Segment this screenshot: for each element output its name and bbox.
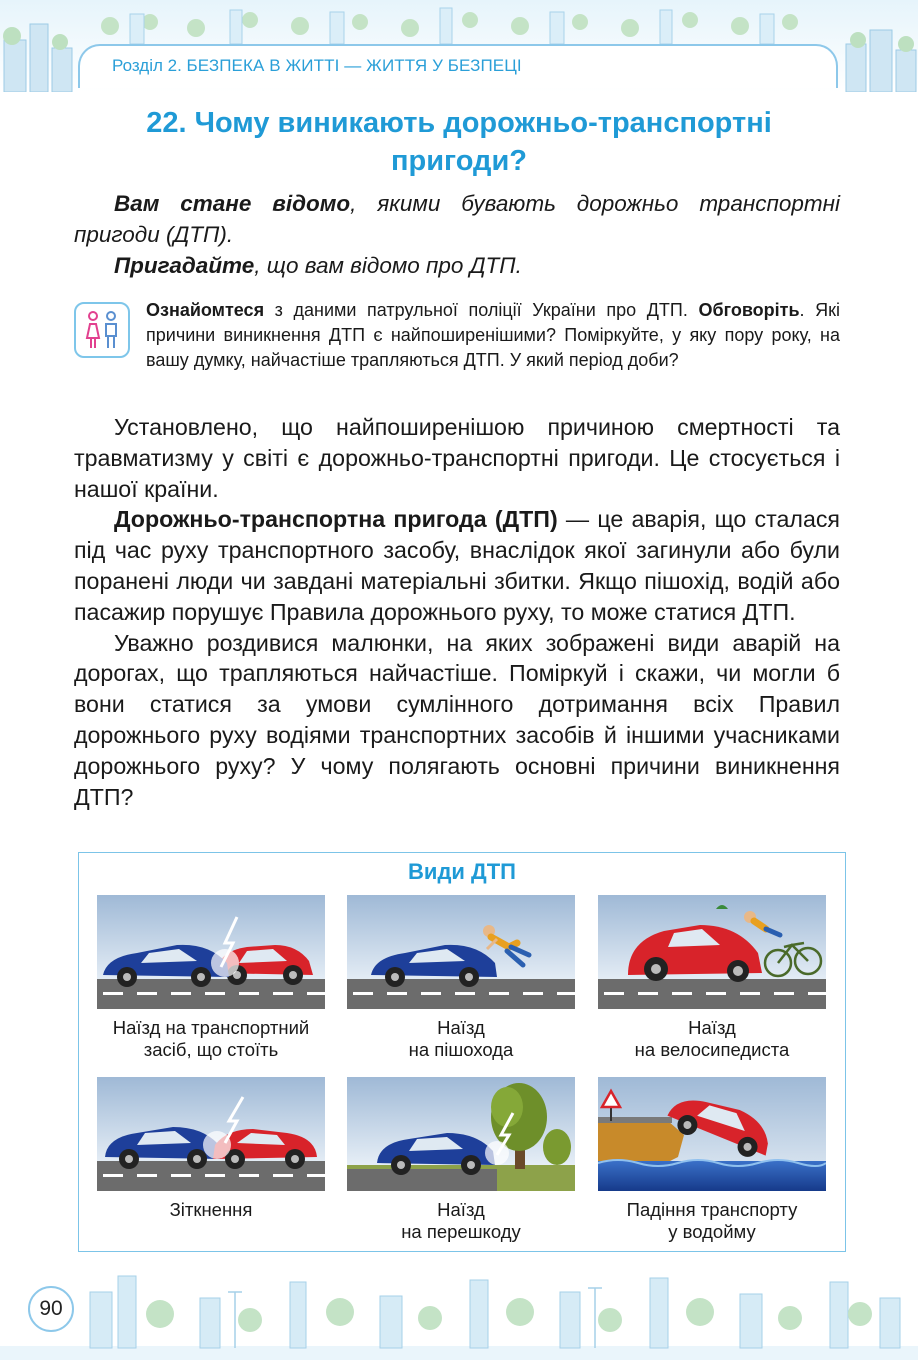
task-text-1: з даними патрульної поліції України про ДТП. (264, 300, 699, 320)
caption-line: Наїзд (437, 1017, 485, 1038)
caption-line: засіб, що стоїть (143, 1039, 279, 1060)
page-number: 90 (28, 1286, 74, 1332)
panel-water (598, 1077, 826, 1191)
main-text (74, 412, 840, 812)
section-title: БЕЗПЕКА В ЖИТТІ — ЖИТТЯ У БЕЗПЕЦІ (186, 56, 522, 75)
caption-line: у водойму (668, 1221, 756, 1242)
caption-line: на велосипедиста (634, 1039, 790, 1060)
body-paragraph-2 (74, 504, 840, 627)
intro-text-2: , що вам відомо про ДТП. (254, 253, 522, 278)
caption-line: Наїзд (688, 1017, 736, 1038)
intro-block (74, 188, 840, 281)
caption-obstacle (331, 1199, 591, 1243)
page-title-line-2: пригоди? (390, 145, 528, 177)
caption-line: Наїзд (437, 1199, 485, 1220)
caption-pedestrian (331, 1017, 591, 1061)
task-bold-1: Ознайомтеся (146, 300, 265, 320)
accident-types-figure (78, 852, 846, 1252)
caption-line: на перешкоду (401, 1221, 521, 1242)
caption-line: на пішохода (408, 1039, 514, 1060)
panel-cyclist (598, 895, 826, 1009)
panel-rear-end (97, 895, 325, 1009)
bottom-decorative-band (0, 1262, 918, 1360)
body-paragraph-3: Уважно роздивися малюнки, на яких зображені види аварій на дорогах, що трапляються найчастіше. Поміркуй і скажи, чи могли б вони статися за умови сумлінного дотримання всіх Правил дорожнього руху водіями транспортних засобів й іншими учасниками дорожнього руху? У чому полягають основні причини виникнення ДТП? (74, 629, 840, 810)
caption-line: Падіння транспорту (626, 1199, 798, 1220)
body-paragraph-1: Установлено, що найпоширенішою причиною смертності та травматизму у світі є дорожньо-транспортні пригоди. Це стосується і нашої країни. (74, 414, 840, 502)
caption-collision (81, 1199, 341, 1221)
page-title-line-1: 22. Чому виникають дорожньо-транспортні (146, 107, 772, 139)
discussion-task (146, 298, 840, 373)
panel-obstacle (347, 1077, 575, 1191)
section-header (112, 56, 522, 76)
caption-water (582, 1199, 842, 1243)
panel-pedestrian (347, 895, 575, 1009)
intro-paragraph-2 (74, 250, 840, 281)
task-text-2: . Які причини виникнення ДТП є найпоширенішими? Поміркуйте, у яку пору року, на вашу думку, найчастіше трапляються ДТП. У який період доби? (146, 300, 840, 370)
intro-text-1: , якими бувають дорожньо транспортні пригоди (ДТП). (74, 191, 840, 247)
caption-line: Наїзд на транспортний (112, 1017, 310, 1038)
caption-cyclist (582, 1017, 842, 1061)
caption-line: Зіткнення (169, 1199, 253, 1220)
definition-text: — це аварія, що сталася під час руху транспортного засобу, внаслідок якої загинули або були поранені люди чи завдані матеріальні збитки. Якщо пішохід, водій або пасажир порушує Правила дорожнього руху, то може статися ДТП. (74, 506, 840, 625)
figure-title: Види ДТП (408, 859, 516, 884)
caption-rear-end (81, 1017, 341, 1061)
panel-collision (97, 1077, 325, 1191)
intro-paragraph-1 (74, 188, 840, 250)
task-bold-2: Обговоріть (698, 300, 800, 320)
intro-bold-2: Пригадайте (114, 253, 255, 278)
definition-term: Дорожньо-транспортна пригода (ДТП) (114, 506, 558, 533)
people-discuss-icon (74, 302, 130, 358)
intro-bold-1: Вам стане відомо (114, 191, 351, 216)
section-label: Розділ 2. (112, 56, 187, 75)
page-title (60, 104, 858, 180)
